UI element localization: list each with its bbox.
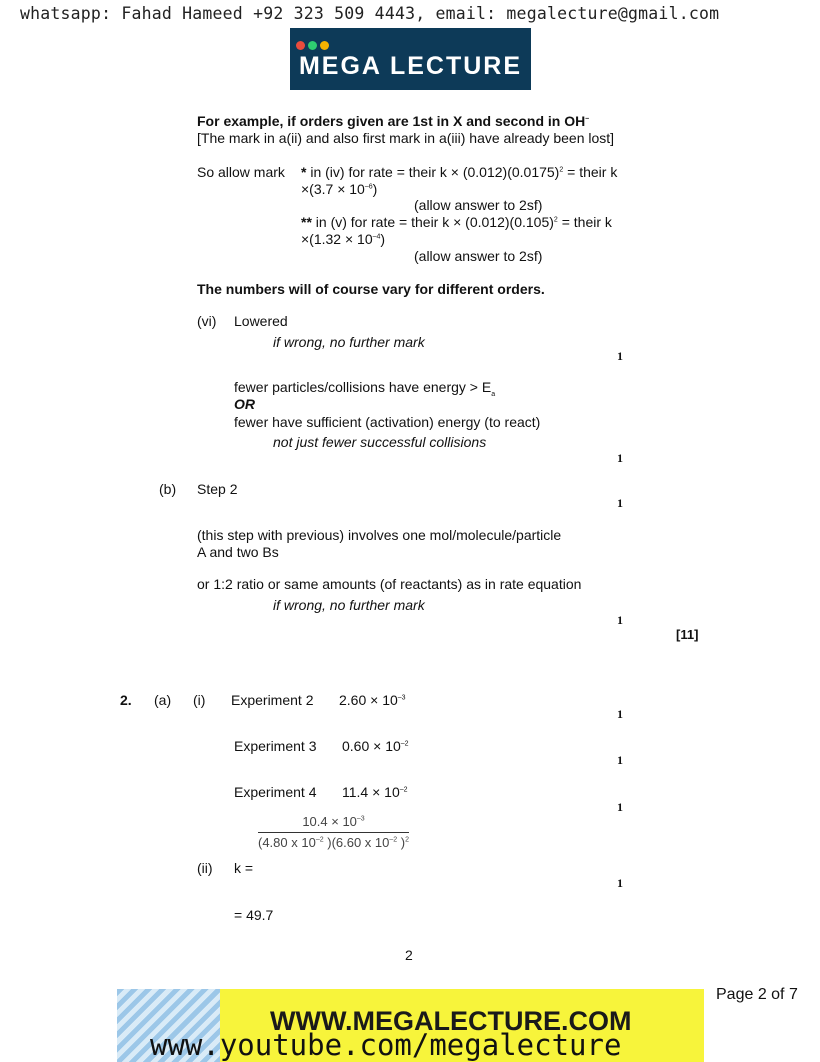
vi-reason-1 (234, 379, 495, 398)
v-line1-end: = their k (557, 214, 612, 230)
frac-den-end: ) (397, 835, 406, 850)
iv-allow: (allow answer to 2sf) (414, 197, 543, 213)
exp4-mark: 1 (617, 800, 623, 814)
frac-den-b-exp: –2 (389, 836, 398, 844)
iv-line1: in (iv) for rate = their k × (0.012)(0.0175) (306, 164, 560, 180)
page-number: 2 (405, 947, 413, 963)
iv-rate-line (301, 164, 617, 180)
iv-sq: 2 (559, 166, 564, 174)
exp4-value (342, 784, 408, 800)
vi-not-note: not just fewer successful collisions (273, 434, 487, 450)
frac-den-b: )(6.60 x 10 (323, 835, 390, 850)
iv-rate-line2 (301, 181, 377, 197)
v-allow: (allow answer to 2sf) (414, 248, 543, 264)
iv-exp: –6 (364, 183, 373, 191)
exp2-value-text: 2.60 × 10 (339, 692, 398, 708)
exp4-label: Experiment 4 (234, 784, 317, 800)
vi-answer: Lowered (234, 313, 288, 329)
k-result: = 49.7 (234, 907, 274, 923)
page-label: Page 2 of 7 (716, 986, 798, 1003)
b-note: if wrong, no further mark (273, 597, 425, 613)
v-line1: in (v) for rate = their k × (0.012)(0.105) (311, 214, 554, 230)
iv-line1-end: = their k (563, 164, 618, 180)
frac-den-a: (4.80 x 10 (258, 835, 316, 850)
iv-star: * (301, 164, 307, 180)
question-number: 2. (120, 692, 132, 708)
b-label: (b) (159, 481, 177, 497)
exp2-label: Experiment 2 (231, 692, 314, 708)
frac-den-a-exp: –2 (315, 836, 324, 844)
v-sq: 2 (553, 216, 558, 224)
b-reason-2: or 1:2 ratio or same amounts (of reactants) as in rate equation (197, 576, 582, 592)
vi-or: OR (234, 396, 255, 412)
b-mark-2: 1 (617, 613, 623, 627)
logo-dot-yellow (320, 41, 329, 50)
v-rate-line (301, 214, 612, 230)
v-exp: –4 (372, 233, 381, 241)
v-rate-line2 (301, 231, 385, 247)
exp3-value-text: 0.60 × 10 (342, 738, 401, 754)
example-line (197, 113, 589, 129)
part-i-label: (i) (193, 692, 206, 708)
example-sup: – (585, 115, 590, 123)
b-reason-1b: A and two Bs (197, 544, 279, 560)
exp3-exp: –2 (400, 740, 409, 748)
v-star: ** (301, 214, 312, 230)
b-reason-1: (this step with previous) involves one mol/molecule/particle (197, 527, 562, 543)
k-fraction-numerator (258, 814, 409, 833)
logo-text: MEGA LECTURE (298, 52, 523, 80)
k-fraction-denominator (258, 833, 409, 850)
vi-reason-2: fewer have sufficient (activation) energy (to react) (234, 414, 541, 430)
vi-note: if wrong, no further mark (273, 334, 425, 350)
b-mark-1: 1 (617, 496, 623, 510)
exp3-value (342, 738, 409, 754)
mega-lecture-logo (290, 28, 531, 90)
vi-mark-2: 1 (617, 451, 623, 465)
exp2-mark: 1 (617, 707, 623, 721)
exp4-exp: –2 (399, 786, 408, 794)
vi-label: (vi) (197, 313, 217, 329)
bracket-note: [The mark in a(ii) and also first mark in a(iii) have already been lost] (197, 130, 615, 146)
allow-label: So allow mark (197, 164, 285, 180)
logo-dot-red (296, 41, 305, 50)
iv-line2: ×(3.7 × 10 (301, 181, 365, 197)
vi-reason-1-sub: a (491, 390, 496, 398)
b-answer: Step 2 (197, 481, 238, 497)
vi-mark-1: 1 (617, 349, 623, 363)
numbers-note: The numbers will of course vary for different orders. (197, 281, 545, 297)
exp3-label: Experiment 3 (234, 738, 317, 754)
exp4-value-text: 11.4 × 10 (342, 784, 400, 800)
logo-dot-green (308, 41, 317, 50)
v-line2-end: ) (380, 231, 386, 247)
footer-website: WWW.MEGALECTURE.COM (270, 1006, 632, 1036)
exp2-value (339, 692, 406, 708)
k-mark: 1 (617, 876, 623, 890)
footer-youtube: www.youtube.com/megalecture (150, 1028, 622, 1062)
iv-line2-end: ) (372, 181, 378, 197)
k-fraction (258, 814, 409, 850)
v-line2: ×(1.32 × 10 (301, 231, 373, 247)
logo-dots (296, 37, 332, 53)
frac-num: 10.4 × 10 (302, 814, 357, 829)
part-ii-label: (ii) (197, 860, 213, 876)
total-marks: [11] (676, 627, 699, 642)
vi-reason-1-text: fewer particles/collisions have energy > E (234, 379, 492, 395)
frac-den-sq: 2 (405, 836, 410, 844)
example-text: For example, if orders given are 1st in X and second in OH (197, 113, 586, 129)
contact-header: whatsapp: Fahad Hameed +92 323 509 4443, email: megalecture@gmail.com (20, 4, 720, 23)
part-a-label: (a) (154, 692, 172, 708)
exp2-exp: –3 (397, 694, 406, 702)
k-label: k = (234, 860, 254, 876)
frac-num-exp: –3 (356, 815, 365, 823)
exp3-mark: 1 (617, 753, 623, 767)
